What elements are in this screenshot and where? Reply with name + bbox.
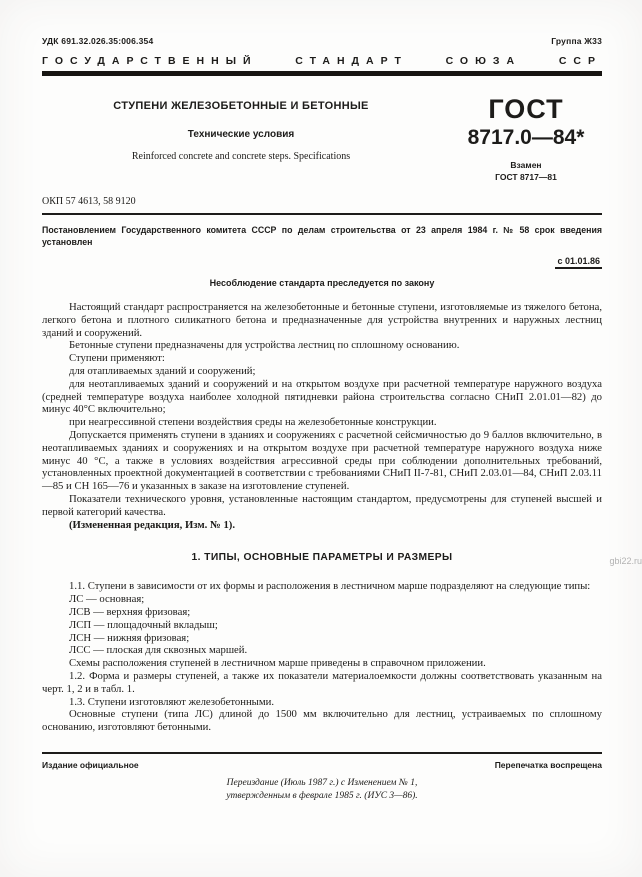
paragraph: Основные ступени (типа ЛС) длиной до 1500 мм включительно для лестниц, устраиваемых по сплошному основанию, изготовляют бетонными. — [42, 708, 602, 734]
introduction-text — [42, 301, 602, 531]
paragraph: ЛСВ — верхняя фризовая; — [69, 605, 191, 618]
page-footer — [42, 752, 602, 803]
title-left-column — [42, 100, 440, 183]
paragraph: для неотапливаемых зданий и сооружений и на открытом воздухе при расчетной температуре наружного воздуха (средней температуре воздуха наиболее холодной пятидневки района строительства согласно СНиП 2.01.01—82) до минус 40°С включительно; — [42, 377, 602, 416]
amendment-note: (Измененная редакция, Изм. № 1). — [69, 518, 236, 531]
gost-label: ГОСТ — [488, 94, 564, 124]
replaces-label: Взамен — [510, 160, 542, 171]
paragraph: для отапливаемых зданий и сооружений; — [69, 365, 256, 378]
udk-number: УДК 691.32.026.35:006.354 — [42, 36, 154, 46]
title-section — [42, 94, 602, 183]
paragraph: 1.3. Ступени изготовляют железобетонными. — [69, 695, 274, 708]
paragraph: при неагрессивной степени воздействия среды на железобетонные конструкции. — [69, 416, 437, 429]
divider-rule — [42, 213, 602, 215]
state-standard-banner: ГОСУДАРСТВЕННЫЙ СТАНДАРТ СОЮЗА ССР — [42, 55, 602, 67]
group-code: Группа Ж33 — [551, 36, 602, 46]
section-1-heading: 1. ТИПЫ, ОСНОВНЫЕ ПАРАМЕТРЫ И РАЗМЕРЫ — [191, 552, 453, 564]
replaces-block — [450, 160, 602, 183]
standard-subtitle: Технические условия — [187, 129, 295, 140]
official-edition-label: Издание официальное — [42, 759, 139, 770]
effective-date: с 01.01.86 — [555, 256, 602, 269]
standard-subtitle-english: Reinforced concrete and concrete steps. Specifications — [131, 151, 351, 162]
paragraph: ЛСН — нижняя фризовая; — [69, 631, 190, 644]
banner-rule — [42, 71, 602, 76]
replaces-number: ГОСТ 8717—81 — [495, 171, 557, 182]
law-notice: Несоблюдение стандарта преследуется по закону — [209, 278, 435, 289]
gost-designation-block — [450, 96, 602, 183]
decree-paragraph: Постановлением Государственного комитета СССР по делам строительства от 23 апреля 1984 г. № 58 срок введения установлен — [42, 225, 602, 248]
paragraph: Бетонные ступени предназначены для устройства лестниц по сплошному основанию. — [69, 339, 460, 352]
reissue-note — [42, 777, 602, 803]
paragraph: ЛСП — площадочный вкладыш; — [69, 618, 218, 631]
paragraph: Показатели технического уровня, установленные настоящим стандартом, предусмотрены для ступеней высшей и первой категорий качества. — [42, 492, 602, 518]
reissue-note-line2: утвержденным в феврале 1985 г. (ИУС 3—86). — [226, 790, 418, 801]
standard-title: СТУПЕНИ ЖЕЛЕЗОБЕТОННЫЕ И БЕТОННЫЕ — [113, 100, 369, 112]
reissue-note-line1: Переиздание (Июль 1987 г.) с Изменением № 1, — [226, 777, 418, 788]
header-meta-row — [42, 36, 602, 46]
section-1-text — [42, 580, 602, 734]
paragraph: Настоящий стандарт распространяется на железобетонные и бетонные ступени, изготовляемые из тяжелого бетона, легкого бетона и плотного силикатного бетона и предназначенные для устройства внутренних и наружных лестниц зданий и сооружений. — [42, 301, 602, 339]
footer-labels-row — [42, 760, 602, 770]
okp-codes: ОКП 57 4613, 58 9120 — [42, 196, 136, 208]
gost-number: 8717.0—84* — [467, 126, 585, 149]
effective-date-row — [42, 251, 602, 269]
site-watermark: gbi22.ru — [609, 556, 642, 566]
paragraph: Ступени применяют: — [69, 352, 165, 365]
paragraph: 1.2. Форма и размеры ступеней, а также их показатели материалоемкости должны соответствовать указанным на черт. 1, 2 и в табл. 1. — [42, 669, 602, 695]
paragraph: ЛС — основная; — [69, 593, 145, 606]
paragraph: Допускается применять ступени в зданиях и сооружениях с расчетной сейсмичностью до 9 баллов включительно, в неотапливаемых зданиях и сооружениях и на открытом воздухе при расчетной температуре наружного воздуха ниже минус 40 °С, а также в условиях воздействия агрессивной среды при соблюдении дополнительных требований, установленных проектной документацией в соответствии с требованиями СНиП II-7-81, СНиП 2.03.01—84, СНиП 2.03.11—85 и СН 165—76 и указанных в заказе на изготовление ступеней. — [42, 429, 602, 493]
paragraph: ЛСС — плоская для сквозных маршей. — [69, 644, 248, 657]
footer-rule — [42, 752, 602, 754]
paragraph: Схемы расположения ступеней в лестничном марше приведены в справочном приложении. — [69, 657, 486, 670]
reprint-prohibited-label: Перепечатка воспрещена — [494, 759, 602, 770]
paragraph: 1.1. Ступени в зависимости от их формы и расположения в лестничном марше подразделяют на следующие типы: — [69, 580, 591, 593]
